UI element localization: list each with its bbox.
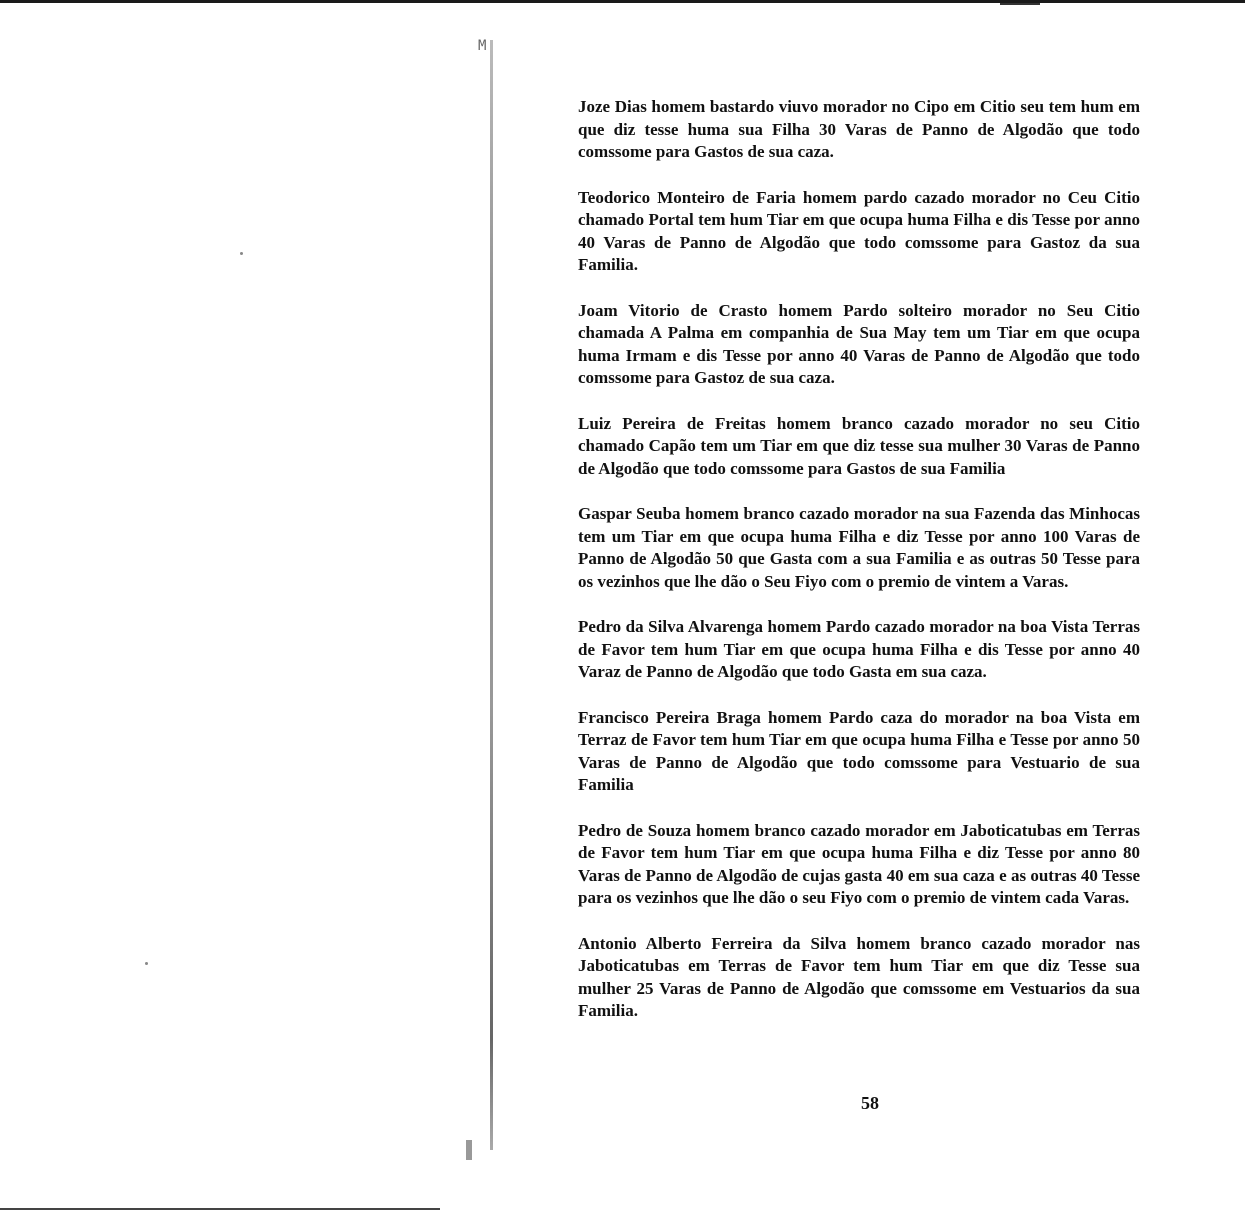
entry-paragraph: Luiz Pereira de Freitas homem branco cazado morador no seu Citio chamado Capão tem um Tiar em que diz tesse sua mulher 30 Varas de Panno de Algodão que todo comssome para Gastos de sua Familia — [578, 413, 1140, 478]
page-text — [578, 96, 1140, 1023]
entry-paragraph: Joze Dias homem bastardo viuvo morador no Cipo em Citio seu tem hum em que diz tesse huma sua Filha 30 Varas de Panno de Algodão que todo comssome para Gastos de sua caza. — [578, 97, 1140, 161]
gutter-mark: M — [478, 38, 487, 54]
entry-paragraph: Teodorico Monteiro de Faria homem pardo cazado morador no Ceu Citio chamado Portal tem hum Tiar em que ocupa huma Filha e dis Tesse por anno 40 Varas de Panno de Algodão que todo comssome para Gastoz da sua Familia. — [578, 187, 1140, 274]
entry-paragraph: Gaspar Seuba homem branco cazado morador na sua Fazenda das Minhocas tem um Tiar em que ocupa huma Filha e diz Tesse por anno 100 Varas de Panno de Algodão 50 que Gasta com a sua Familia e as outras 50 Tesse para os vezinhos que lhe dão o Seu Fiyo com o premio de vintem a Varas. — [578, 504, 1140, 591]
scan-top-mark — [1000, 3, 1040, 5]
entry-paragraph: Joam Vitorio de Crasto homem Pardo solteiro morador no Seu Citio chamada A Palma em companhia de Sua May tem um Tiar em que ocupa huma Irmam e dis Tesse por anno 40 Varas de Panno de Algodão que todo comssome para Gastoz de sua caza. — [578, 300, 1140, 387]
scan-top-border — [0, 0, 1245, 3]
scan-bottom-border — [0, 1208, 440, 1210]
entry-paragraph: Pedro de Souza homem branco cazado morador em Jaboticatubas em Terras de Favor tem hum Tiar em que ocupa huma Filha e diz Tesse por anno 80 Varas de Panno de Algodão de cujas gasta 40 em sua caza e as outras 40 Tesse para os vezinhos que lhe dão o seu Fiyo com o premio de vintem cada Varas. — [578, 820, 1140, 907]
entry-paragraph: Antonio Alberto Ferreira da Silva homem branco cazado morador nas Jaboticatubas em Terras de Favor tem hum Tiar em que diz Tesse sua mulher 25 Varas de Panno de Algodão que comssome em Vestuarios da sua Familia. — [578, 933, 1140, 1020]
entry-paragraph: Pedro da Silva Alvarenga homem Pardo cazado morador na boa Vista Terras de Favor tem hum Tiar em que ocupa huma Filha e dis Tesse por anno 40 Varaz de Panno de Algodão que todo Gasta em sua caza. — [578, 617, 1140, 681]
page-number: 58 — [861, 1093, 879, 1113]
gutter-mark-lower — [466, 1140, 472, 1160]
scan-speck — [240, 252, 243, 255]
scan-speck — [145, 962, 148, 965]
book-gutter — [490, 40, 493, 1150]
entry-paragraph: Francisco Pereira Braga homem Pardo caza do morador na boa Vista em Terraz de Favor tem hum Tiar em que ocupa huma Filha e Tesse por anno 50 Varas de Panno de Algodão que todo comssome para Vestuario de sua Familia — [578, 707, 1140, 794]
